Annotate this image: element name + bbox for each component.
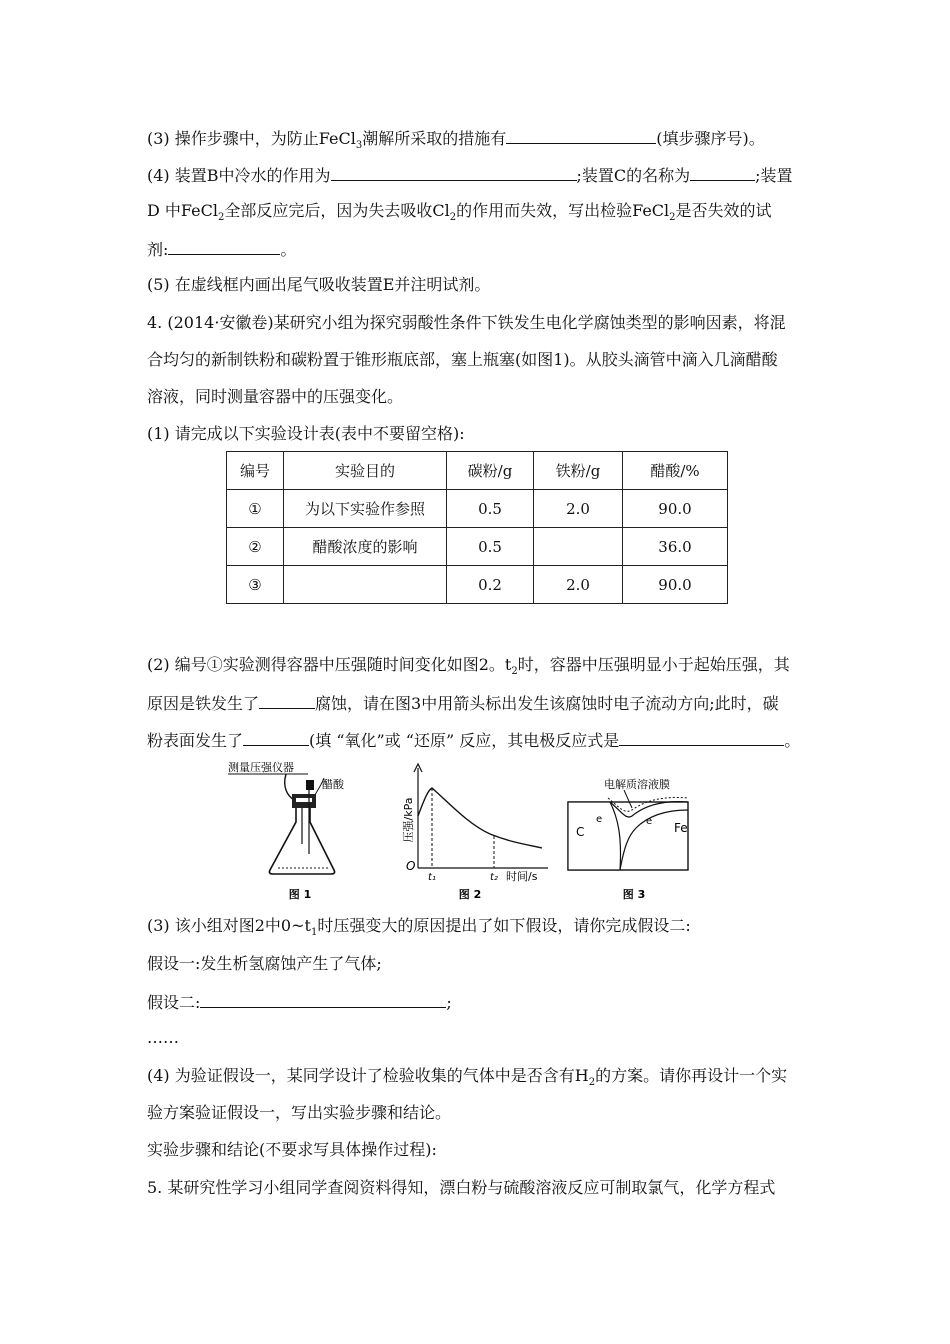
table-cell: ① — [227, 490, 284, 528]
q4-intro-line1: 4. (2014·安徽卷)某研究小组为探究弱酸性条件下铁发生电化学腐蚀类型的影响因素，将混 — [147, 313, 786, 332]
figure-3-corrosion-diagram — [562, 758, 722, 904]
answer-blank[interactable] — [259, 692, 315, 709]
q3-part5: (5) 在虚线框内画出尾气吸收装置E并注明试剂。 — [147, 275, 491, 294]
table-header: 实验目的 — [284, 452, 447, 490]
fig2-t2: t₂ — [490, 872, 498, 883]
answer-blank[interactable] — [506, 127, 656, 144]
table-cell: 36.0 — [623, 528, 728, 566]
fig2-xlabel: 时间/s — [506, 870, 538, 883]
fig2-ylabel: 压强/kPa — [402, 797, 415, 843]
q4-part1: (1) 请完成以下实验设计表(表中不要留空格): — [147, 424, 465, 443]
table-row — [227, 566, 728, 604]
q3-part4-line3: 剂: 。 — [147, 240, 297, 259]
table-header: 醋酸/% — [623, 452, 728, 490]
q4-intro-line2: 合均匀的新制铁粉和碳粉置于锥形瓶底部，塞上瓶塞(如图1)。从胶头滴管中滴入几滴醋酸 — [147, 350, 778, 369]
answer-blank[interactable] — [243, 729, 309, 746]
q3-part4-line1: (4) 装置B中冷水的作用为 ;装置C的名称为 ;装置 — [147, 166, 793, 185]
q4-part4-line3: 实验步骤和结论(不要求写具体操作过程): — [147, 1140, 437, 1159]
q3-part4-line2: D 中FeCl$_2$全部反应完后，因为失去吸收$Cl_2$的作用而失效，写出检验FeCl$_2$是否失效的试 — [147, 201, 772, 223]
table-cell: 为以下实验作参照 — [284, 490, 447, 528]
dropper-bulb — [306, 780, 314, 790]
table-header: 编号 — [227, 452, 284, 490]
table-cell-blank[interactable] — [284, 566, 447, 604]
table-cell: 0.2 — [447, 566, 534, 604]
table-cell: 醋酸浓度的影响 — [284, 528, 447, 566]
table-cell: 2.0 — [534, 566, 623, 604]
fig3-label-c: C — [576, 825, 585, 839]
iron-boundary — [620, 810, 688, 870]
film-dashes — [608, 798, 688, 812]
pressure-curve — [418, 788, 542, 848]
fig3-caption: 图 3 — [622, 888, 646, 901]
fig2-t1: t₁ — [428, 872, 436, 883]
fig1-label-meter: 测量压强仪器 — [228, 761, 294, 774]
figure-2-pressure-chart — [398, 758, 558, 904]
q3-part3: (3) 操作步骤中，为防止FeCl$_3$潮解所采取的措施有 (填步骤序号)。 — [147, 129, 765, 151]
answer-blank[interactable] — [200, 991, 446, 1008]
q5-line1: 5. 某研究性学习小组同学查阅资料得知，漂白粉与硫酸溶液反应可制取氯气，化学方程式 — [147, 1178, 776, 1197]
q4-part4-line1: (4) 为验证假设一，某同学设计了检验收集的气体中是否含有$H_2$的方案。请你再设计一个实 — [147, 1066, 788, 1088]
fig3-label-e2: e — [646, 816, 653, 827]
ellipsis: …… — [147, 1028, 179, 1047]
answer-blank[interactable] — [690, 164, 755, 181]
fig3-label-e1: e — [596, 814, 603, 825]
answer-blank[interactable] — [331, 164, 577, 181]
q4-part2-line3: 粉表面发生了 (填 “氧化”或 “还原” 反应，其电极反应式是 。 — [147, 731, 801, 750]
fig3-label-fe: Fe — [674, 821, 688, 835]
hypothesis-two: 假设二: ; — [147, 993, 452, 1012]
table-header-row — [227, 452, 728, 490]
hypothesis-one: 假设一:发生析氢腐蚀产生了气体; — [147, 954, 382, 973]
table-cell: 2.0 — [534, 490, 623, 528]
table-cell: 0.5 — [447, 528, 534, 566]
table-row — [227, 528, 728, 566]
table-cell: ③ — [227, 566, 284, 604]
figure-1-flask — [220, 758, 380, 904]
stopper-band — [296, 798, 312, 802]
table-header: 碳粉/g — [447, 452, 534, 490]
leader-line — [624, 790, 632, 808]
q4-part2-line2: 原因是铁发生了 腐蚀，请在图3中用箭头标出发生该腐蚀时电子流动方向;此时，碳 — [147, 694, 779, 713]
table-cell: 0.5 — [447, 490, 534, 528]
table-cell: 90.0 — [623, 490, 728, 528]
table-cell: ② — [227, 528, 284, 566]
table-cell-blank[interactable] — [534, 528, 623, 566]
table-header: 铁粉/g — [534, 452, 623, 490]
answer-blank[interactable] — [619, 729, 784, 746]
fig1-caption: 图 1 — [288, 888, 312, 901]
fig3-label-film: 电解质溶液膜 — [604, 778, 670, 791]
q4-part3: (3) 该小组对图2中$0\sim t_1$时压强变大的原因提出了如下假设，请你完成假设二: — [147, 916, 691, 938]
q4-part2-line1: (2) 编号①实验测得容器中压强随时间变化如图2。$t_2$时，容器中压强明显小于起始压强，其 — [147, 655, 790, 677]
table-row — [227, 490, 728, 528]
q4-intro-line3: 溶液，同时测量容器中的压强变化。 — [147, 387, 404, 406]
fig1-label-acid: 醋酸 — [322, 778, 344, 791]
answer-blank[interactable] — [168, 238, 280, 255]
q4-part4-line2: 验方案验证假设一，写出实验步骤和结论。 — [147, 1103, 452, 1122]
experiment-design-table — [226, 451, 728, 604]
fig2-origin: O — [406, 859, 416, 873]
fig2-caption: 图 2 — [458, 888, 482, 901]
table-cell: 90.0 — [623, 566, 728, 604]
